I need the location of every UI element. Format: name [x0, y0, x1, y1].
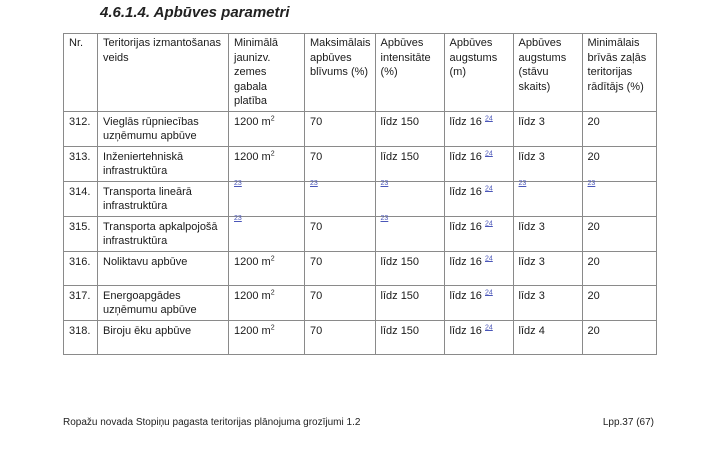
cell-nr: [64, 251, 98, 285]
cell-green-area: [582, 216, 656, 251]
cell-nr-value: 314.: [69, 185, 91, 198]
footer-page-number: Lpp.37 (67): [602, 417, 654, 428]
cell-use-type-value: Transporta lineārā infrastruktūra: [103, 185, 192, 212]
cell-nr: [64, 320, 98, 354]
footer-document-title: Ropažu novada Stopiņu pagasta teritorijas plānojuma grozījumi 1.2: [63, 417, 361, 428]
cell-height-m: [444, 181, 513, 216]
cell-height-m-value: līdz 16: [449, 255, 482, 268]
cell-height-floors: [513, 285, 582, 320]
cell-height-m: [444, 146, 513, 181]
cell-nr: [64, 216, 98, 251]
cell-intensity: [375, 181, 444, 216]
cell-height-m-value: līdz 16: [449, 185, 482, 198]
cell-min-plot-area: [229, 251, 305, 285]
cell-use-type-value: Transporta apkalpojošā infrastruktūra: [103, 220, 218, 247]
cell-max-density: [305, 320, 376, 354]
cell-height-floors: [513, 320, 582, 354]
header-green-area: Minimālais brīvās zaļās teritorijas rādītājs (%): [582, 34, 656, 112]
footnote-link[interactable]: 23: [518, 179, 527, 187]
cell-nr-value: 313.: [69, 150, 91, 163]
cell-height-floors-value: līdz 3: [518, 115, 545, 128]
cell-max-density: [305, 216, 376, 251]
cell-green-area-value: 20: [587, 220, 600, 233]
cell-min-plot-area: [229, 111, 305, 146]
section-heading: 4.6.1.4. Apbūves parametri: [100, 4, 290, 21]
cell-height-m-value: līdz 16: [449, 115, 482, 128]
cell-max-density: [305, 111, 376, 146]
footnote-link[interactable]: 24: [485, 323, 493, 331]
cell-nr-value: 312.: [69, 115, 91, 128]
unit-exponent: 2: [270, 323, 275, 331]
table-header-row: [64, 34, 657, 112]
cell-use-type: [98, 216, 229, 251]
cell-height-floors-value: līdz 3: [518, 150, 545, 163]
cell-height-m-value: līdz 16: [449, 220, 482, 233]
cell-nr-value: 318.: [69, 324, 91, 337]
cell-use-type: [98, 181, 229, 216]
cell-min-plot-area-value: 1200 m: [234, 150, 271, 163]
cell-nr: [64, 111, 98, 146]
cell-nr-value: 315.: [69, 220, 91, 233]
cell-min-plot-area: [229, 146, 305, 181]
cell-height-m-value: līdz 16: [449, 289, 482, 302]
cell-height-m-value: līdz 16: [449, 150, 482, 163]
cell-intensity-value: līdz 150: [380, 289, 420, 302]
header-max-density: Maksimālais apbūves blīvums (%): [305, 34, 376, 112]
building-parameters-table: [63, 33, 657, 355]
cell-nr: [64, 285, 98, 320]
cell-max-density-value: 70: [310, 289, 323, 302]
cell-max-density-value: 70: [310, 150, 323, 163]
cell-intensity: [375, 251, 444, 285]
cell-min-plot-area: [229, 320, 305, 354]
cell-intensity: [375, 146, 444, 181]
cell-use-type-value: Energoapgādes uzņēmumu apbūve: [103, 289, 197, 316]
cell-max-density: [305, 146, 376, 181]
cell-intensity-value: līdz 150: [380, 255, 420, 268]
cell-min-plot-area-value: 1200 m: [234, 255, 271, 268]
cell-max-density-value: 70: [310, 115, 323, 128]
cell-height-floors-value: līdz 4: [518, 324, 545, 337]
cell-height-floors: [513, 111, 582, 146]
cell-nr-value: 316.: [69, 255, 91, 268]
cell-min-plot-area-value: 1200 m: [234, 289, 271, 302]
cell-green-area-value: 20: [587, 115, 600, 128]
unit-exponent: 2: [270, 149, 275, 157]
cell-min-plot-area-value: 1200 m: [234, 324, 271, 337]
table-row: [64, 320, 657, 354]
cell-green-area: [582, 146, 656, 181]
cell-nr: [64, 146, 98, 181]
cell-use-type-value: Vieglās rūpniecības uzņēmumu apbūve: [103, 115, 199, 142]
footnote-link[interactable]: 24: [485, 219, 493, 227]
cell-intensity: [375, 285, 444, 320]
cell-green-area-value: 20: [587, 150, 600, 163]
cell-use-type: [98, 320, 229, 354]
table-row: [64, 181, 657, 216]
header-height-floors: Apbūves augstums (stāvu skaits): [513, 34, 582, 112]
cell-min-plot-area: [229, 285, 305, 320]
cell-intensity: [375, 111, 444, 146]
header-height-m: Apbūves augstums (m): [444, 34, 513, 112]
footnote-link[interactable]: 24: [485, 288, 493, 296]
table-row: [64, 111, 657, 146]
cell-min-plot-area: [229, 181, 305, 216]
cell-height-floors: [513, 146, 582, 181]
cell-green-area: [582, 111, 656, 146]
cell-use-type: [98, 111, 229, 146]
footnote-link[interactable]: 24: [485, 114, 493, 122]
cell-use-type-value: Noliktavu apbūve: [103, 255, 188, 268]
cell-min-plot-area: [229, 216, 305, 251]
footnote-link[interactable]: 23: [380, 179, 389, 187]
cell-intensity: [375, 216, 444, 251]
header-intensity: Apbūves intensitāte (%): [375, 34, 444, 112]
cell-max-density-value: 70: [310, 220, 323, 233]
footnote-link[interactable]: 24: [485, 184, 493, 192]
cell-intensity-value: līdz 150: [380, 115, 420, 128]
cell-use-type: [98, 251, 229, 285]
cell-green-area-value: 20: [587, 255, 600, 268]
cell-max-density-value: 70: [310, 255, 323, 268]
cell-height-m: [444, 285, 513, 320]
cell-use-type: [98, 146, 229, 181]
footnote-link[interactable]: 24: [485, 254, 493, 262]
cell-height-m: [444, 216, 513, 251]
header-use-type: Teritorijas izmantošanas veids: [98, 34, 229, 112]
cell-max-density-value: 70: [310, 324, 323, 337]
cell-use-type-value: Inženiertehniskā infrastruktūra: [103, 150, 184, 177]
table-row: [64, 251, 657, 285]
cell-height-m: [444, 251, 513, 285]
footnote-link[interactable]: 23: [587, 179, 596, 187]
cell-max-density: [305, 251, 376, 285]
table-row: [64, 285, 657, 320]
cell-intensity-value: līdz 150: [380, 150, 420, 163]
header-min-plot-area: Minimālā jaunizv. zemes gabala platība: [229, 34, 305, 112]
table-row: [64, 146, 657, 181]
cell-height-m: [444, 320, 513, 354]
cell-nr-value: 317.: [69, 289, 91, 302]
cell-green-area: [582, 251, 656, 285]
cell-height-floors: [513, 216, 582, 251]
cell-intensity: [375, 320, 444, 354]
unit-exponent: 2: [270, 288, 275, 296]
cell-green-area: [582, 285, 656, 320]
footnote-link[interactable]: 23: [310, 179, 318, 187]
cell-height-floors-value: līdz 3: [518, 255, 545, 268]
footnote-link[interactable]: 23: [234, 214, 242, 222]
footnote-link[interactable]: 23: [234, 179, 242, 187]
cell-min-plot-area-value: 1200 m: [234, 115, 271, 128]
cell-green-area-value: 20: [587, 289, 600, 302]
header-nr: Nr.: [64, 34, 98, 112]
cell-use-type-value: Biroju ēku apbūve: [103, 324, 192, 337]
table-row: [64, 216, 657, 251]
unit-exponent: 2: [270, 254, 275, 262]
cell-green-area: [582, 320, 656, 354]
cell-height-floors-value: līdz 3: [518, 220, 545, 233]
cell-height-m-value: līdz 16: [449, 324, 482, 337]
footnote-link[interactable]: 24: [485, 149, 493, 157]
cell-nr: [64, 181, 98, 216]
cell-max-density: [305, 181, 376, 216]
cell-height-floors: [513, 251, 582, 285]
cell-height-m: [444, 111, 513, 146]
cell-green-area: [582, 181, 656, 216]
cell-height-floors-value: līdz 3: [518, 289, 545, 302]
cell-use-type: [98, 285, 229, 320]
cell-intensity-value: līdz 150: [380, 324, 420, 337]
cell-height-floors: [513, 181, 582, 216]
footnote-link[interactable]: 23: [380, 214, 389, 222]
cell-green-area-value: 20: [587, 324, 600, 337]
unit-exponent: 2: [270, 114, 275, 122]
cell-max-density: [305, 285, 376, 320]
